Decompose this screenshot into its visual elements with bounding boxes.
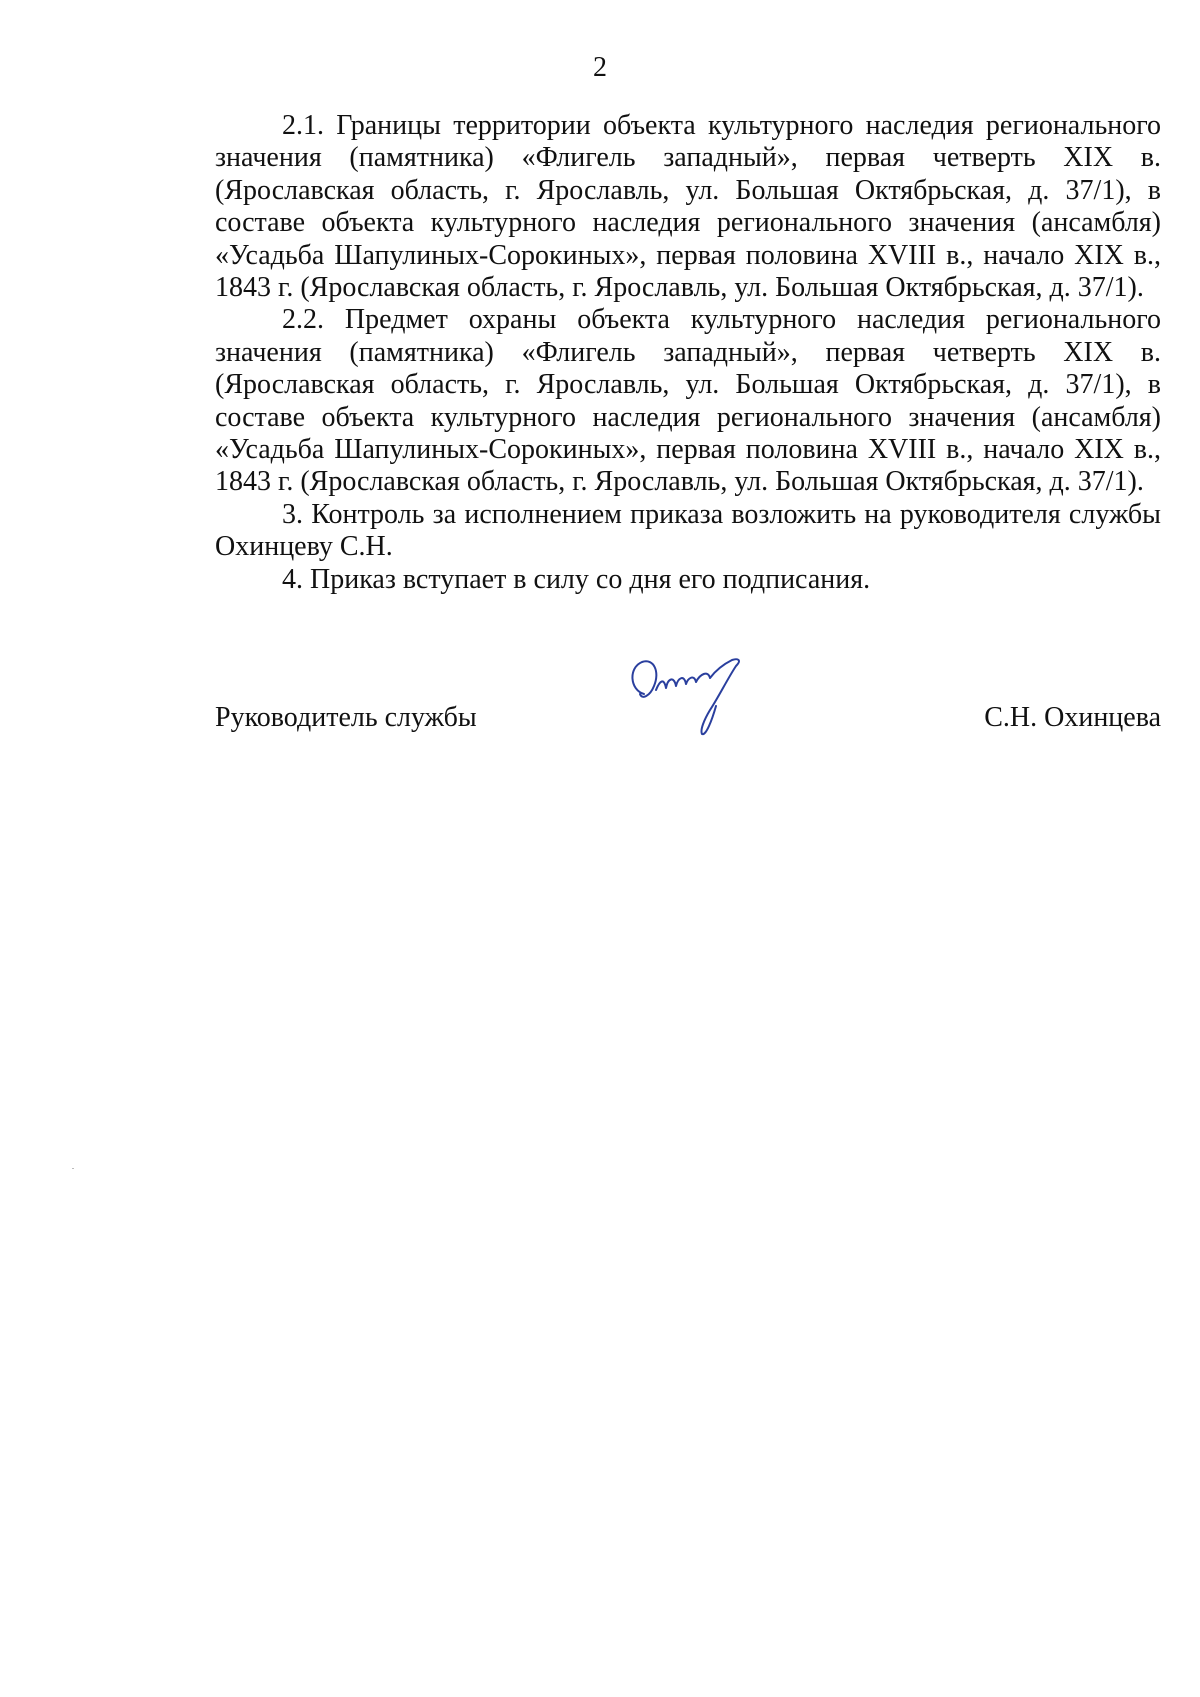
paragraph-2-2: 2.2. Предмет охраны объекта культурного наследия регионального значения (памятника) «Флигель западный», первая четверть XIX в. (Ярославская область, г. Ярославль, ул. Большая Октябрьская, д. 37/1), в составе объекта культурного наследия регионального значения (ансамбля) «Усадьба Шапулиных-Сорокиных», первая половина XVIII в., начало XIX в., 1843 г. (Ярославская область, г. Ярославль, ул. Большая Октябрьская, д. 37/1). (215, 304, 1161, 498)
document-body (215, 110, 1161, 596)
signatory-name: С.Н. Охинцева (984, 702, 1161, 733)
paragraph-4: 4. Приказ вступает в силу со дня его подписания. (282, 563, 871, 595)
paragraph-2-1: 2.1. Границы территории объекта культурного наследия регионального значения (памятника) «Флигель западный», первая четверть XIX в. (Ярославская область, г. Ярославль, ул. Большая Октябрьская, д. 37/1), в составе объекта культурного наследия регионального значения (ансамбля) «Усадьба Шапулиных-Сорокиных», первая половина XVIII в., начало XIX в., 1843 г. (Ярославская область, г. Ярославль, ул. Большая Октябрьская, д. 37/1). (215, 110, 1161, 304)
scan-artifact (72, 1168, 74, 1169)
handwritten-signature (620, 650, 770, 740)
page-number: 2 (593, 52, 607, 83)
paragraph-3: 3. Контроль за исполнением приказа возложить на руководителя службы Охинцеву С.Н. (215, 498, 1161, 563)
signatory-position: Руководитель службы (215, 702, 477, 733)
